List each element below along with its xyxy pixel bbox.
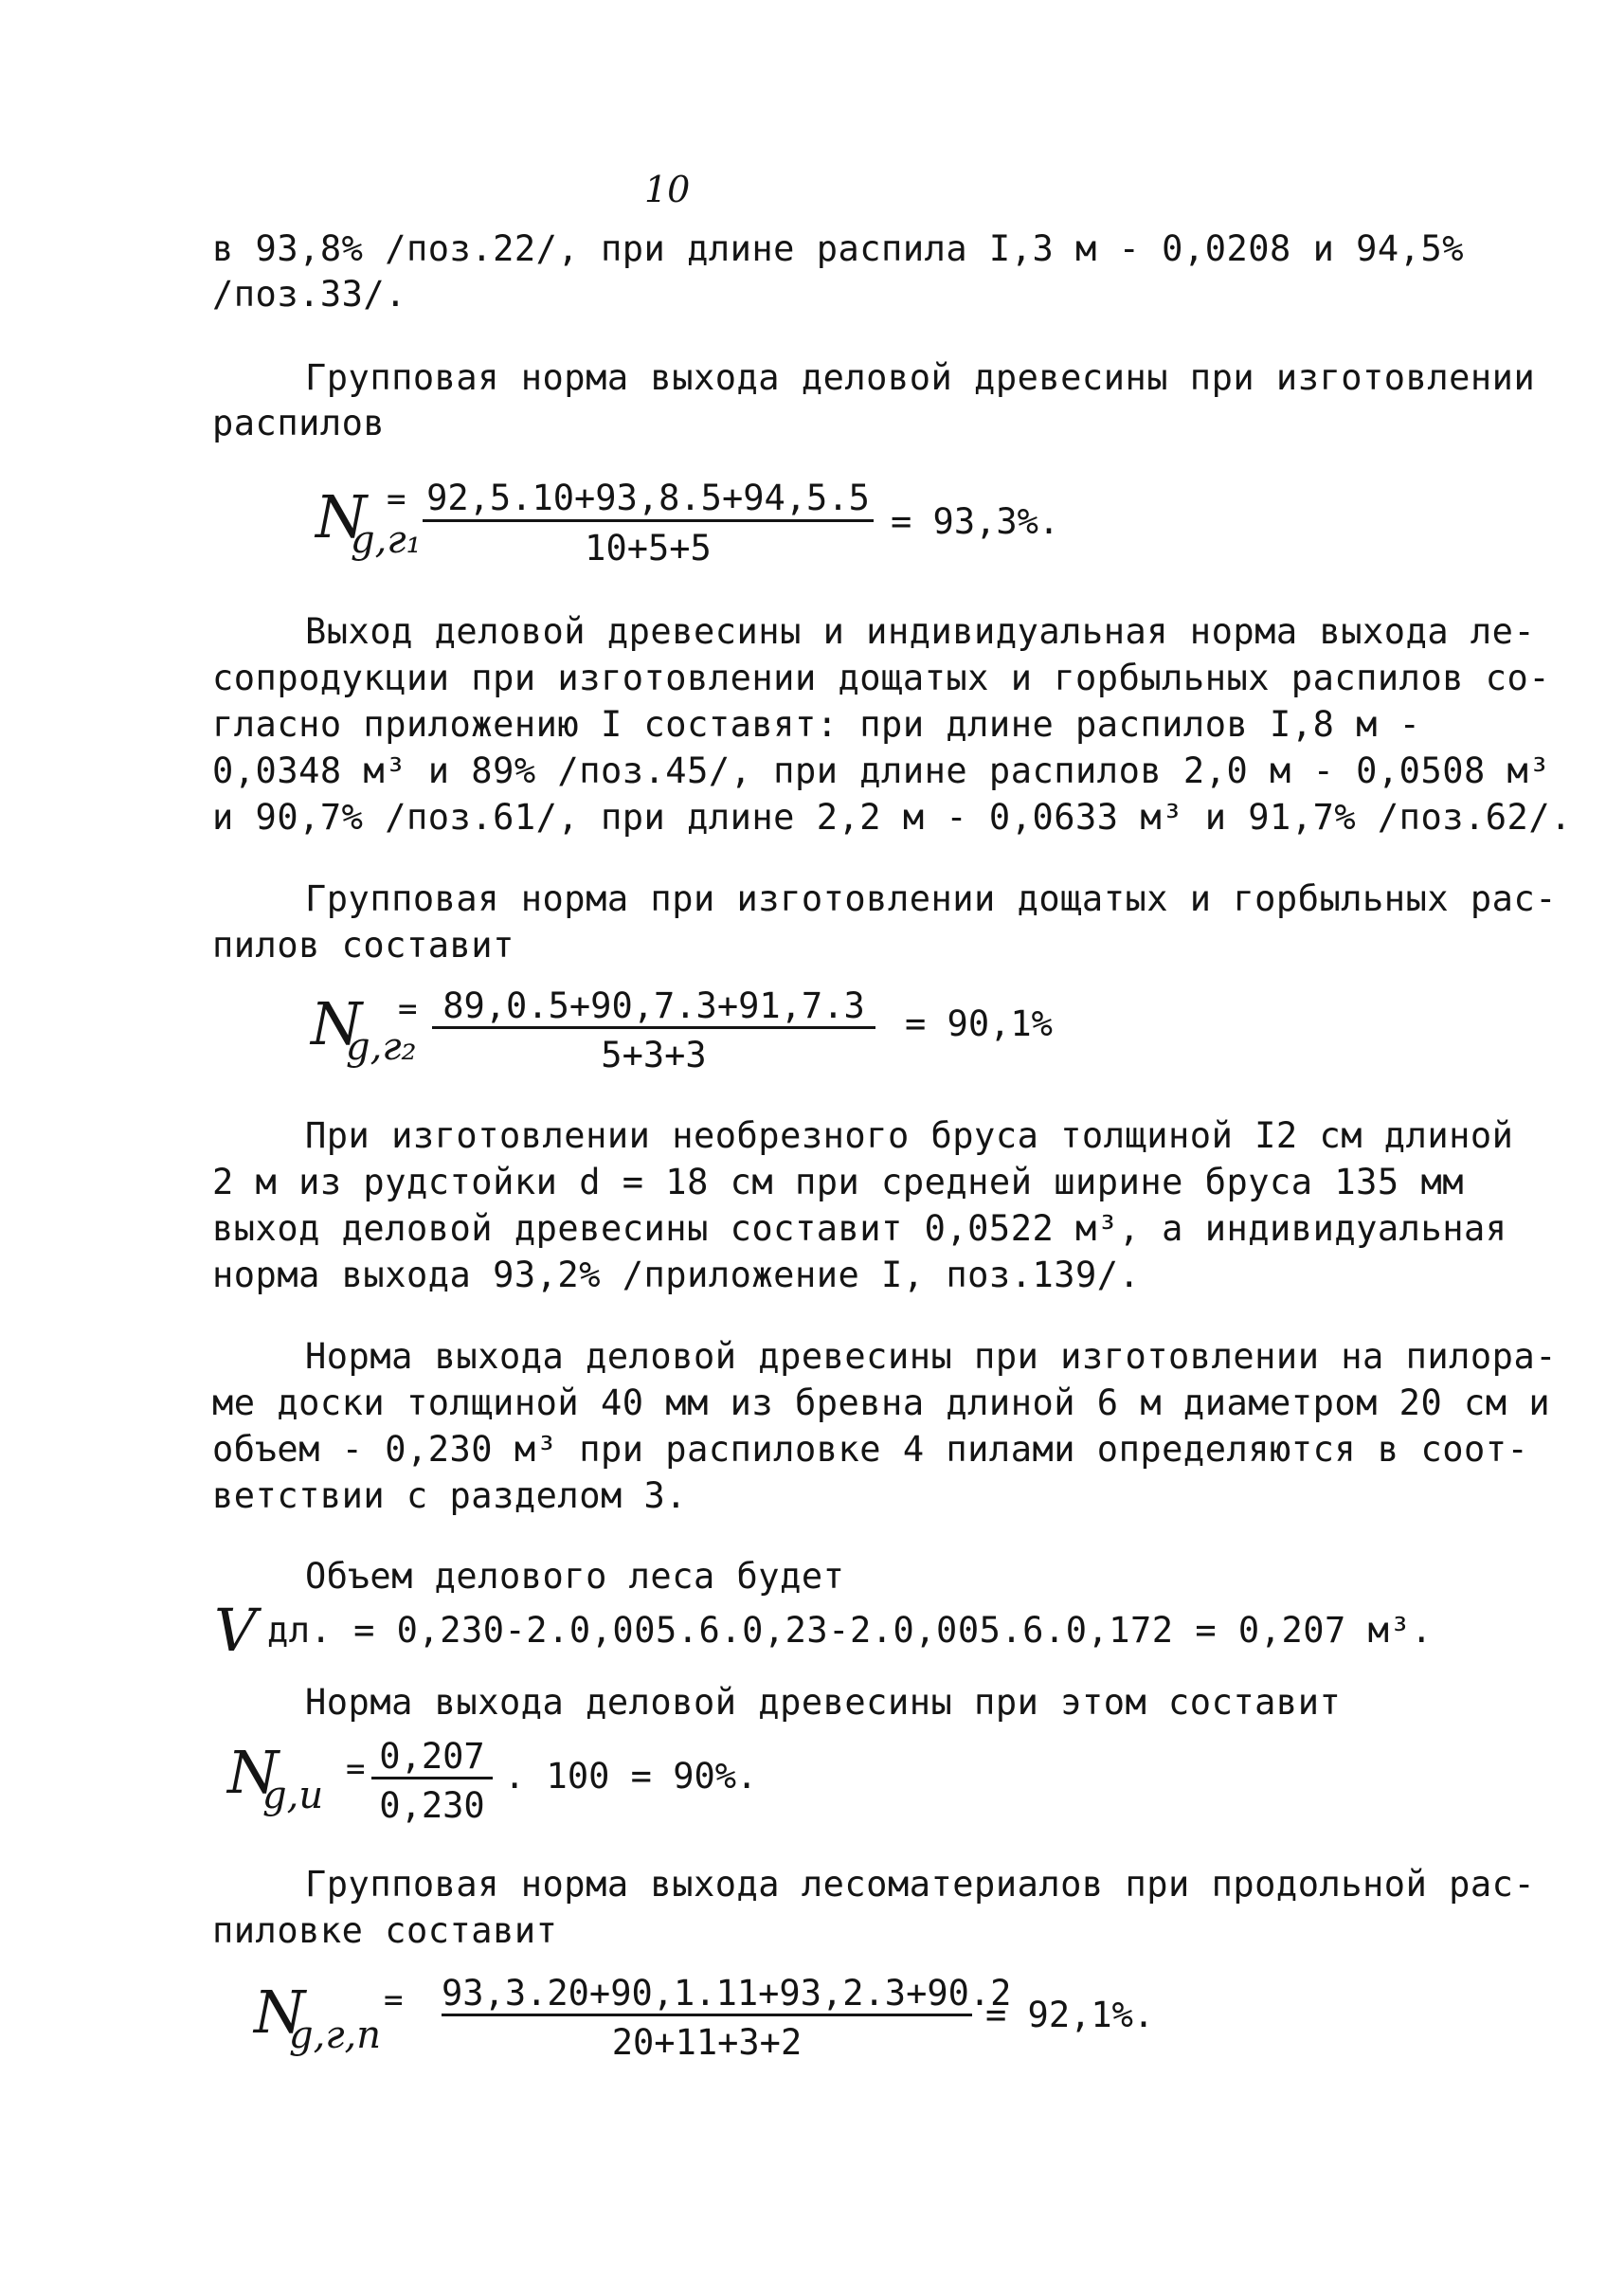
formula-result: . 100 = 90%. xyxy=(504,1756,758,1797)
fraction-bar xyxy=(432,1026,875,1029)
text-line: Норма выхода деловой древесины при этом составит xyxy=(305,1682,1342,1723)
formula-numerator: 93,3.20+90,1.11+93,2.3+90.2 xyxy=(442,1973,1012,2014)
text-line: ме доски толщиной 40 мм из бревна длиной 6 м диаметром 20 см и xyxy=(212,1382,1551,1423)
text-line: пиловке составит xyxy=(212,1910,558,1951)
text-line: Норма выхода деловой древесины при изготовлении на пилора- xyxy=(305,1336,1558,1377)
formula-symbol: V xyxy=(214,1596,257,1665)
text-line: 2 м из рудстойки d = 18 см при средней ширине бруса 135 мм xyxy=(212,1162,1465,1202)
formula-denominator: 0,230 xyxy=(379,1785,485,1826)
formula-equals: = xyxy=(387,480,406,518)
text-line: выход деловой древесины составит 0,0522 м³, а индивидуальная xyxy=(212,1208,1507,1249)
formula-equals: = xyxy=(384,1981,404,2019)
formula-result: = 90,1% xyxy=(905,1003,1053,1044)
formula-symbol: N xyxy=(311,989,363,1058)
formula-subscript: g,г₂ xyxy=(346,1025,417,1069)
text-line: Групповая норма выхода лесоматериалов при продольной рас- xyxy=(305,1864,1536,1905)
formula-equals: = xyxy=(346,1750,366,1788)
formula-subscript: g,г,п xyxy=(289,2014,382,2057)
formula-denominator: 20+11+3+2 xyxy=(611,2022,803,2063)
formula-subscript: g,г₁ xyxy=(351,518,422,562)
fraction-bar xyxy=(442,2014,972,2016)
formula-equals: = xyxy=(398,990,418,1028)
formula-denominator: 10+5+5 xyxy=(585,528,712,569)
formula-denominator: 5+3+3 xyxy=(601,1035,707,1075)
text-line: норма выхода 93,2% /приложение I, поз.139/. xyxy=(212,1255,1141,1295)
text-line: 0,0348 м³ и 89% /поз.45/, при длине распилов 2,0 м - 0,0508 м³ xyxy=(212,750,1551,791)
text-line: /поз.33/. xyxy=(212,274,406,315)
text-line: сопродукции при изготовлении дощатых и горбыльных распилов со- xyxy=(212,658,1551,698)
formula-numerator: 89,0.5+90,7.3+91,7.3 xyxy=(442,985,865,1026)
formula-result: = 92,1%. xyxy=(985,1995,1155,2035)
text-line: и 90,7% /поз.61/, при длине 2,2 м - 0,0633 м³ и 91,7% /поз.62/. xyxy=(212,797,1572,838)
text-line: Выход деловой древесины и индивидуальная норма выхода ле- xyxy=(305,611,1536,652)
formula-symbol: N xyxy=(254,1978,306,2047)
fraction-bar xyxy=(423,519,874,522)
text-line: пилов составит xyxy=(212,925,514,966)
page-number: 10 xyxy=(644,169,691,210)
formula-result: = 93,3%. xyxy=(891,501,1060,542)
formula-symbol: N xyxy=(227,1738,280,1807)
text-line: объем - 0,230 м³ при распиловке 4 пилами определяются в соот- xyxy=(212,1429,1529,1470)
formula-expression: дл. = 0,230-2.0,005.6.0,23-2.0,005.6.0,172 = 0,207 м³. xyxy=(267,1610,1433,1651)
text-line: Объем делового леса будет xyxy=(305,1556,845,1597)
text-line: распилов xyxy=(212,403,386,443)
text-line: При изготовлении необрезного бруса толщиной I2 см длиной xyxy=(305,1115,1514,1156)
fraction-bar xyxy=(371,1777,493,1779)
text-line: Групповая норма выхода деловой древесины при изготовлении xyxy=(305,357,1536,398)
formula-subscript: g,и xyxy=(262,1774,324,1817)
text-line: гласно приложению I составят: при длине распилов I,8 м - xyxy=(212,704,1421,745)
formula-numerator: 0,207 xyxy=(379,1736,485,1777)
text-line: в 93,8% /поз.22/, при длине распила I,3 м - 0,0208 и 94,5% xyxy=(212,228,1465,269)
text-line: Групповая норма при изготовлении дощатых и горбыльных рас- xyxy=(305,878,1558,919)
text-line: ветствии с разделом 3. xyxy=(212,1475,688,1516)
formula-numerator: 92,5.10+93,8.5+94,5.5 xyxy=(426,478,870,518)
formula-symbol: N xyxy=(316,482,368,551)
